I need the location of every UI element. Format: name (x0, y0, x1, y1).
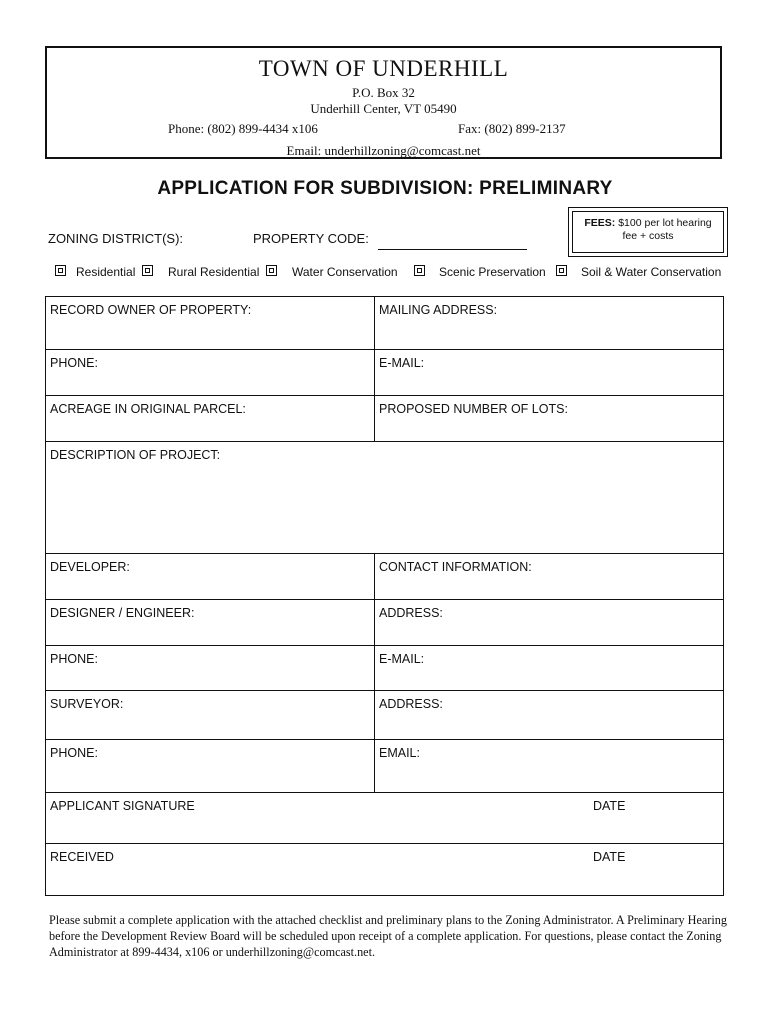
fees-box (568, 207, 728, 257)
rural-residential-checkbox[interactable] (142, 265, 153, 276)
town-address: Underhill Center, VT 05490 (310, 101, 457, 116)
residential-label: Residential (76, 265, 136, 279)
surveyor-email-field[interactable]: EMAIL: (379, 746, 420, 760)
designer-email-field[interactable]: E-MAIL: (379, 652, 425, 666)
town-header-box (45, 46, 722, 159)
record-owner-field[interactable]: RECORD OWNER OF PROPERTY: (50, 303, 252, 317)
acreage-field[interactable]: ACREAGE IN ORIGINAL PARCEL: (50, 402, 246, 416)
column-divider (374, 691, 375, 739)
designer-engineer-field[interactable]: DESIGNER / ENGINEER: (50, 606, 195, 620)
town-name: TOWN OF UNDERHILL (258, 56, 509, 81)
application-form-grid (45, 296, 724, 896)
column-divider (374, 554, 375, 599)
designer-phone-field[interactable]: PHONE: (50, 652, 98, 666)
applicant-signature-field[interactable]: APPLICANT SIGNATURE (50, 799, 195, 813)
town-email: Email: underhillzoning@comcast.net (286, 143, 481, 158)
signature-date-field[interactable]: DATE (593, 799, 626, 813)
phone-email-row (46, 350, 723, 396)
column-divider (374, 646, 375, 690)
surveyor-row (46, 691, 723, 740)
town-fax: Fax: (802) 899-2137 (458, 121, 566, 136)
scenic-preservation-label: Scenic Preservation (439, 265, 546, 279)
surveyor-field[interactable]: SURVEYOR: (50, 697, 124, 711)
zoning-districts-label: ZONING DISTRICT(S): (48, 231, 184, 246)
surveyor-phone-row (46, 740, 723, 793)
email-field[interactable]: E-MAIL: (379, 356, 425, 370)
surveyor-phone-field[interactable]: PHONE: (50, 746, 98, 760)
water-conservation-checkbox[interactable] (266, 265, 277, 276)
scenic-preservation-checkbox[interactable] (414, 265, 425, 276)
fees-label: FEES: (584, 217, 616, 229)
column-divider (374, 396, 375, 441)
soil-water-conservation-label: Soil & Water Conservation (581, 265, 722, 279)
received-date-field[interactable]: DATE (593, 850, 626, 864)
water-conservation-label: Water Conservation (292, 265, 398, 279)
phone-field[interactable]: PHONE: (50, 356, 98, 370)
fees-text: $100 per lot hearing (618, 217, 712, 229)
developer-field[interactable]: DEVELOPER: (50, 560, 130, 574)
property-code-label: PROPERTY CODE: (253, 231, 369, 246)
property-code-field[interactable] (378, 249, 527, 250)
fees-inner (572, 211, 724, 253)
column-divider (374, 350, 375, 395)
mailing-address-field[interactable]: MAILING ADDRESS: (379, 303, 498, 317)
po-box: P.O. Box 32 (352, 85, 415, 100)
town-phone: Phone: (802) 899-4434 x106 (168, 121, 318, 136)
residential-checkbox[interactable] (55, 265, 66, 276)
description-row (46, 442, 723, 554)
column-divider (374, 297, 375, 349)
designer-phone-row (46, 646, 723, 691)
signature-row (46, 793, 723, 844)
acreage-row (46, 396, 723, 442)
owner-row (46, 297, 723, 350)
received-row (46, 844, 723, 896)
proposed-lots-field[interactable]: PROPOSED NUMBER OF LOTS: (379, 402, 568, 416)
designer-row (46, 600, 723, 646)
soil-water-conservation-checkbox[interactable] (556, 265, 567, 276)
surveyor-address-field[interactable]: ADDRESS: (379, 697, 443, 711)
rural-residential-label: Rural Residential (168, 265, 260, 279)
designer-address-field[interactable]: ADDRESS: (379, 606, 443, 620)
column-divider (374, 600, 375, 645)
contact-information-field[interactable]: CONTACT INFORMATION: (379, 560, 532, 574)
column-divider (374, 740, 375, 792)
application-title: APPLICATION FOR SUBDIVISION: PRELIMINARY (157, 178, 613, 199)
project-description-field[interactable]: DESCRIPTION OF PROJECT: (50, 448, 221, 462)
fees-text-2: fee + costs (622, 230, 674, 242)
submission-instructions: Please submit a complete application with the attached checklist and preliminary plans to the Zoning Administrator. A Preliminary Hearing before the Development Review Board will be scheduled upon receipt of a complete application. For questions, please contact the Zoning Administrator at 899-4434, x106 or underhillzoning@comcast.net. (49, 913, 727, 959)
developer-row (46, 554, 723, 600)
received-field[interactable]: RECEIVED (50, 850, 114, 864)
